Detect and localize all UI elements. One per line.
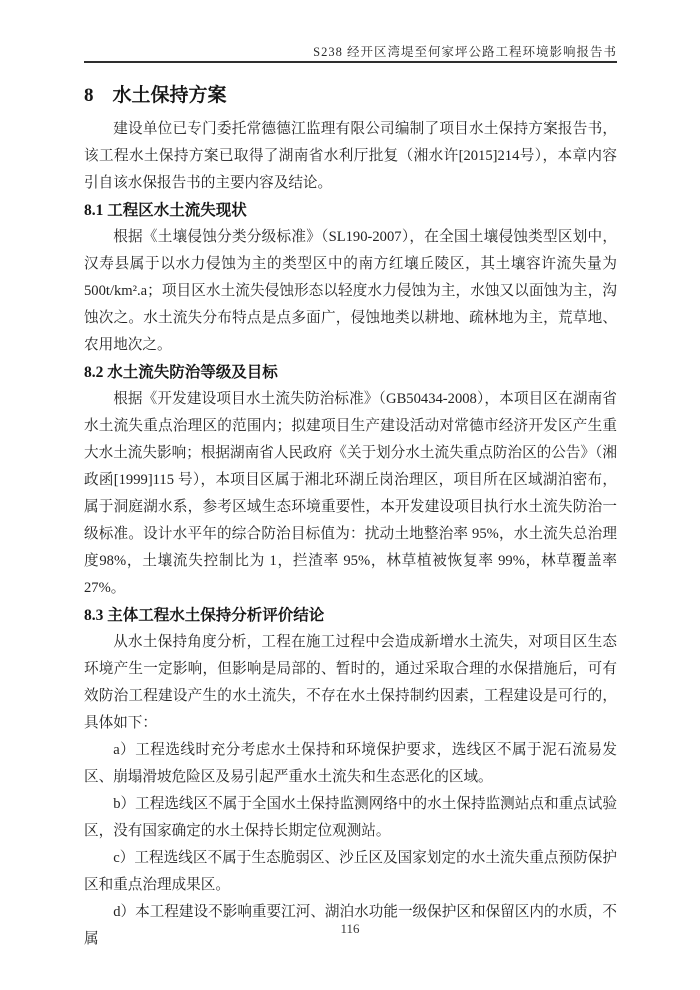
- conclusion-item-a: a）工程选线时充分考虑水土保持和环境保护要求，选线区不属于泥石流易发区、崩塌滑坡危险区及易引起严重水土流失和生态恶化的区域。: [84, 742, 617, 785]
- intro-paragraph: 建设单位已专门委托常德德江监理有限公司编制了项目水土保持方案报告书，该工程水土保持方案已取得了湖南省水利厅批复（湘水许[2015]214号），本章内容引自该水保报告书的主要内容及结论。: [84, 121, 617, 191]
- conclusion-item-c: c）工程选线区不属于生态脆弱区、沙丘区及国家划定的水土流失重点预防保护区和重点治理成果区。: [84, 850, 617, 893]
- section-title-8-3: 8.3 主体工程水土保持分析评价结论: [84, 607, 325, 624]
- chapter-title: 8 水土保持方案: [84, 85, 227, 106]
- header-rule: [84, 61, 617, 63]
- document-content: [84, 84, 617, 953]
- running-header: S238 经开区湾堤至何家坪公路工程环境影响报告书: [313, 45, 617, 59]
- page-number: 116: [340, 921, 360, 936]
- section-8-2-paragraph: 根据《开发建设项目水土流失防治标准》（GB50434-2008），本项目区在湖南省水土流失重点治理区的范围内；拟建项目生产建设活动对常德市经济开发区产生重大水土流失影响；根据湖南省人民政府《关于划分水土流失重点防治区的公告》（湘政函[1999]115 号），本项目区属于湘北环湖丘岗治理区，项目所在区域湖泊密布，属于洞庭湖水系，参考区域生态环境重要性，本开发建设项目执行水土流失防治一级标准。设计水平年的综合防治目标值为：扰动土地整治率 95%，水土流失总治理度98%，土壤流失控制比为 1，拦渣率 95%，林草植被恢复率 99%，林草覆盖率 27%。: [84, 391, 617, 596]
- section-title-8-2: 8.2 水土流失防治等级及目标: [84, 364, 278, 381]
- section-8-1-paragraph: 根据《土壤侵蚀分类分级标准》（SL190-2007），在全国土壤侵蚀类型区划中，汉寿县属于以水力侵蚀为主的类型区中的南方红壤丘陵区，其土壤容许流失量为500t/km².a；项目区水土流失侵蚀形态以轻度水力侵蚀为主，水蚀又以面蚀为主，沟蚀次之。水土流失分布特点是点多面广，侵蚀地类以耕地、疏林地为主，荒草地、农用地次之。: [84, 229, 617, 353]
- section-title-8-1: 8.1 工程区水土流失现状: [84, 202, 247, 219]
- section-8-3-paragraph-summary: 从水土保持角度分析，工程在施工过程中会造成新增水土流失，对项目区生态环境产生一定影响，但影响是局部的、暂时的，通过采取合理的水保措施后，可有效防治工程建设产生的水土流失，不存在水土保持制约因素，工程建设是可行的，具体如下：: [84, 634, 617, 731]
- conclusion-item-d: d）本工程建设不影响重要江河、湖泊水功能一级保护区和保留区内的水质，不属: [84, 904, 617, 947]
- conclusion-item-b: b）工程选线区不属于全国水土保持监测网络中的水土保持监测站点和重点试验区，没有国家确定的水土保持长期定位观测站。: [84, 796, 617, 839]
